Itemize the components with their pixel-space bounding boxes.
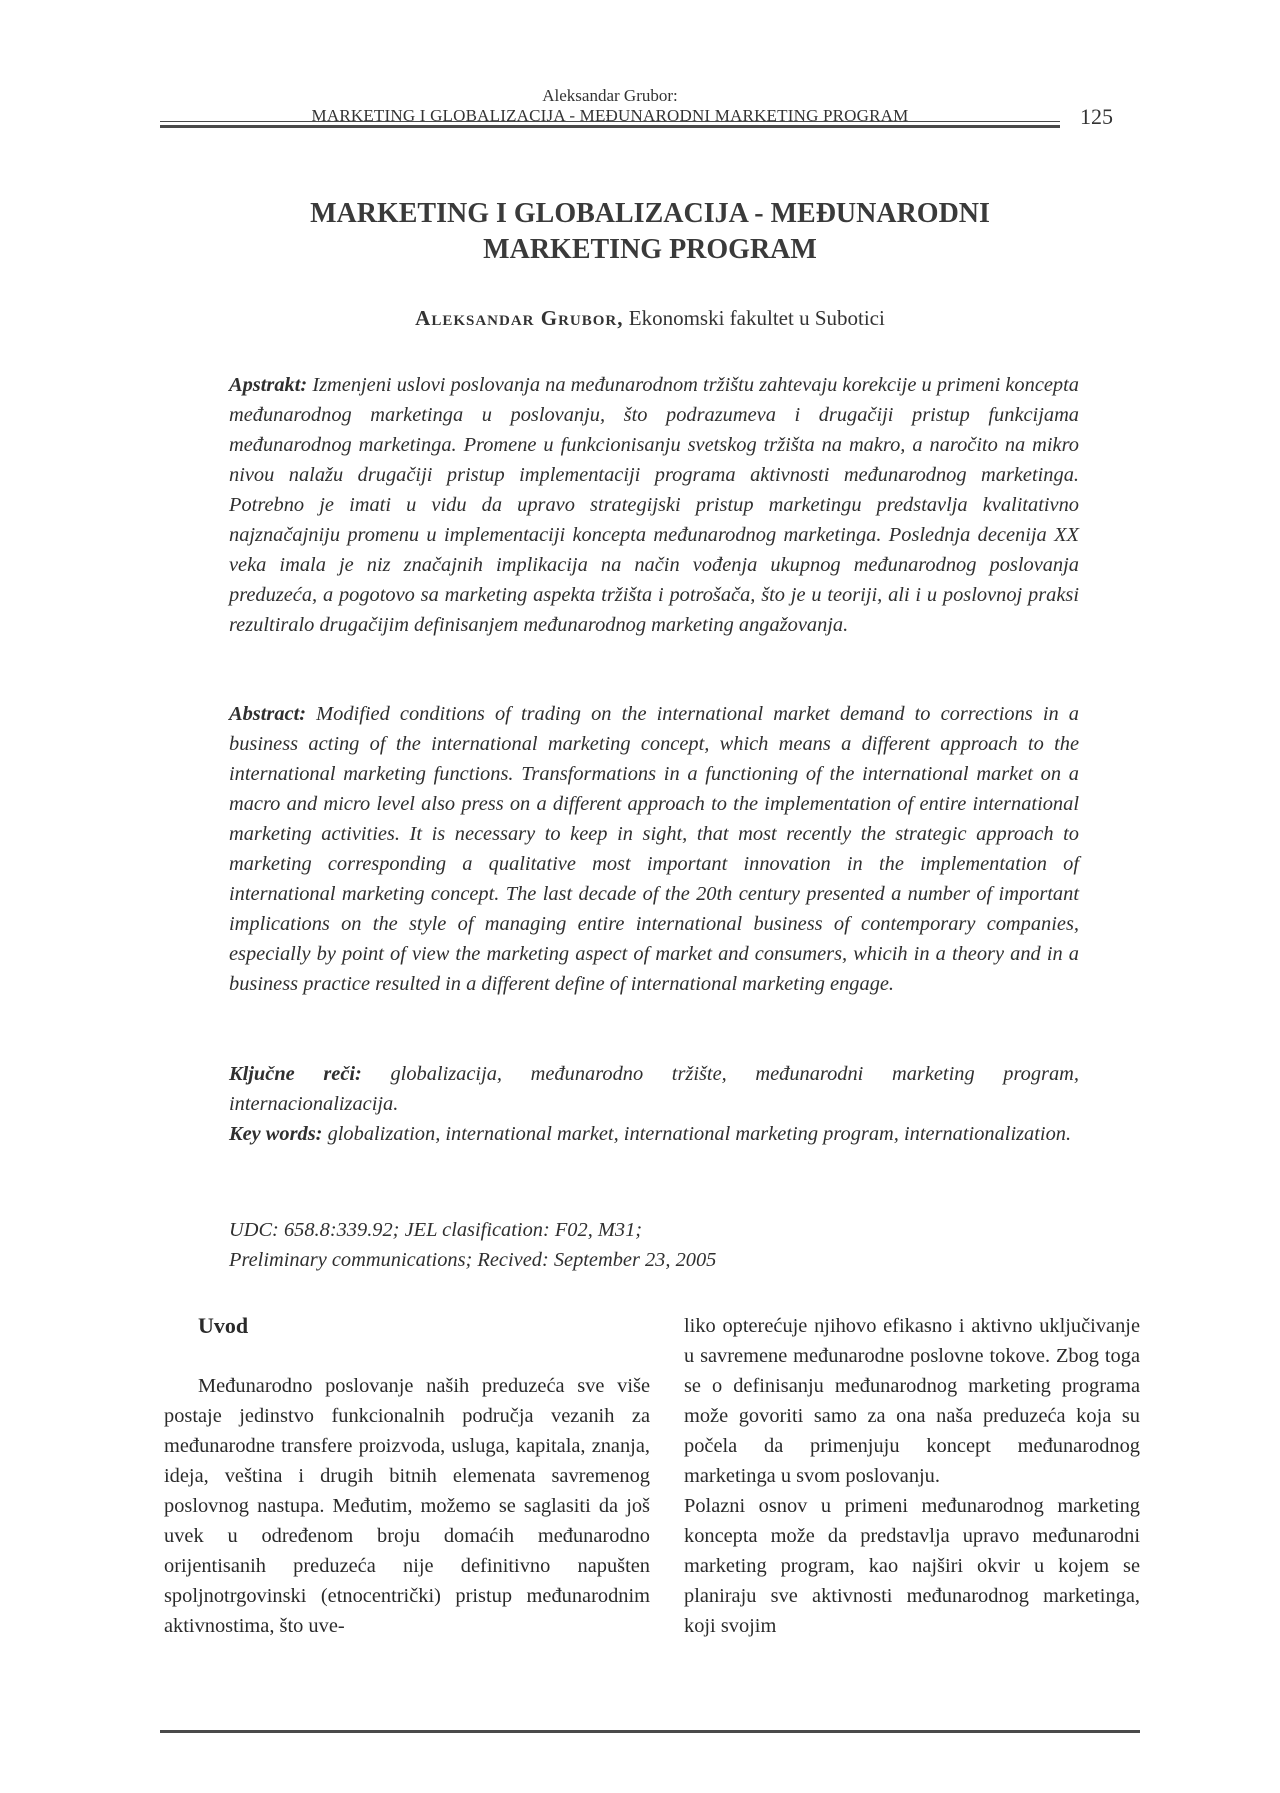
received-line: Preliminary communications; Recived: September 23, 2005: [229, 1249, 717, 1271]
apstrakt-block: [229, 370, 1079, 640]
running-head-title: MARKETING I GLOBALIZACIJA - MEĐUNARODNI MARKETING PROGRAM: [311, 106, 909, 125]
body-paragraph: liko opterećuje njihovo efikasno i aktivno uključivanje u savremene međunarodne poslovne tokove. Zbog toga se o definisanju međunarodnog marketing programa može govoriti samo za ona naša preduzeća koja su počela da primenjuju koncept međunarodnog marketinga u svom poslovanju.: [684, 1315, 1140, 1487]
abstract-text: Modified conditions of trading on the international market demand to corrections in a business acting of the international marketing concept, which means a different approach to the international marketing functions. Transformations in a functioning of the international market on a macro and micro level also press on a different approach to the implementation of entire international marketing activities. It is necessary to keep in sight, that most recently the strategic approach to marketing corresponding a qualitative most important innovation in the implementation of international marketing concept. The last decade of the 20th century presented a number of important implications on the style of managing entire international business of contemporary companies, especially by point of view the marketing aspect of market and consumers, whicih in a theory and in a business practice resulted in a different define of international marketing engage.: [229, 703, 1079, 995]
abstract-block: [229, 699, 1079, 999]
paper-title-line2: MARKETING PROGRAM: [483, 234, 817, 265]
section-heading: Uvod: [198, 1313, 249, 1338]
body-paragraph: Polazni osnov u primeni međunarodnog marketing koncepta može da predstavlja upravo međunarodni marketing program, kao najširi okvir u kojem se planiraju sve aktivnosti međunarodnog marketinga, koji svojim: [684, 1495, 1140, 1637]
apstrakt-label: Apstrakt:: [229, 374, 308, 396]
running-head-author: Aleksandar Grubor:: [542, 86, 678, 105]
apstrakt-text: Izmenjeni uslovi poslovanja na međunarodnom tržištu zahtevaju korekcije u primeni koncepta međunarodnog marketinga u poslovanju, što podrazumeva i drugačiji pristup funkcijama međunarodnog marketinga. Promene u funkcionisanju svetskog tržišta na makro, a naročito na mikro nivou nalažu drugačiji pristup implementaciji programa aktivnosti međunarodnog marketinga. Potrebno je imati u vidu da upravo strategijski pristup marketingu predstavlja kvalitativno najznačajniju promenu u implementaciji koncepta međunarodnog marketinga. Poslednja decenija XX veka imala je niz značajnih implikacija na način vođenja ukupnog međunarodnog poslovanja preduzeća, a pogotovo sa marketing aspekta tržišta i potrošača, što je u teoriji, ali i u poslovnoj praksi rezultiralo drugačijim definisanjem međunarodnog marketing angažovanja.: [229, 374, 1079, 636]
running-head: [160, 86, 1060, 126]
keywords-sr-text: globalizacija, međunarodno tržište, međunarodni marketing program, internacionalizacija.: [229, 1063, 1079, 1115]
paper-title: [160, 196, 1140, 268]
keywords-block: [229, 1059, 1079, 1149]
body-column-left: [164, 1311, 650, 1641]
keywords-en: [229, 1119, 1079, 1149]
author-affiliation: Ekonomski fakultet u Subotici: [628, 306, 885, 330]
author-line: [160, 306, 1140, 331]
header-rule-thin: [160, 121, 1060, 122]
body-column-right: [684, 1311, 1140, 1641]
abstract-label: Abstract:: [229, 703, 307, 725]
keywords-en-label: Key words:: [229, 1123, 323, 1145]
header-rule: [160, 125, 1060, 128]
paper-title-line1: MARKETING I GLOBALIZACIJA - MEĐUNARODNI: [310, 198, 990, 229]
author-name: Aleksandar Grubor,: [415, 306, 624, 330]
keywords-sr: [229, 1059, 1079, 1119]
classification-info: [229, 1215, 1079, 1275]
keywords-sr-label: Ključne reči:: [229, 1063, 362, 1085]
body-paragraph: Međunarodno poslovanje naših preduzeća sve više postaje jedinstvo funkcionalnih područja vezanih za međunarodne transfere proizvoda, usluga, kapitala, znanja, ideja, veština i drugih bitnih elemenata savremenog poslovnog nastupa. Međutim, možemo se saglasiti da još uvek u određenom broju domaćih međunarodno orijentisanih preduzeća nije definitivno napušten spoljnotrgovinski (etnocentrički) pristup međunarodnim aktivnostima, što uve-: [164, 1375, 650, 1637]
page-number: 125: [1080, 104, 1113, 129]
footer-rule: [160, 1730, 1140, 1733]
keywords-en-text: globalization, international market, international marketing program, internationalization.: [327, 1123, 1072, 1145]
udc-line: UDC: 658.8:339.92; JEL clasification: F02, M31;: [229, 1219, 643, 1241]
